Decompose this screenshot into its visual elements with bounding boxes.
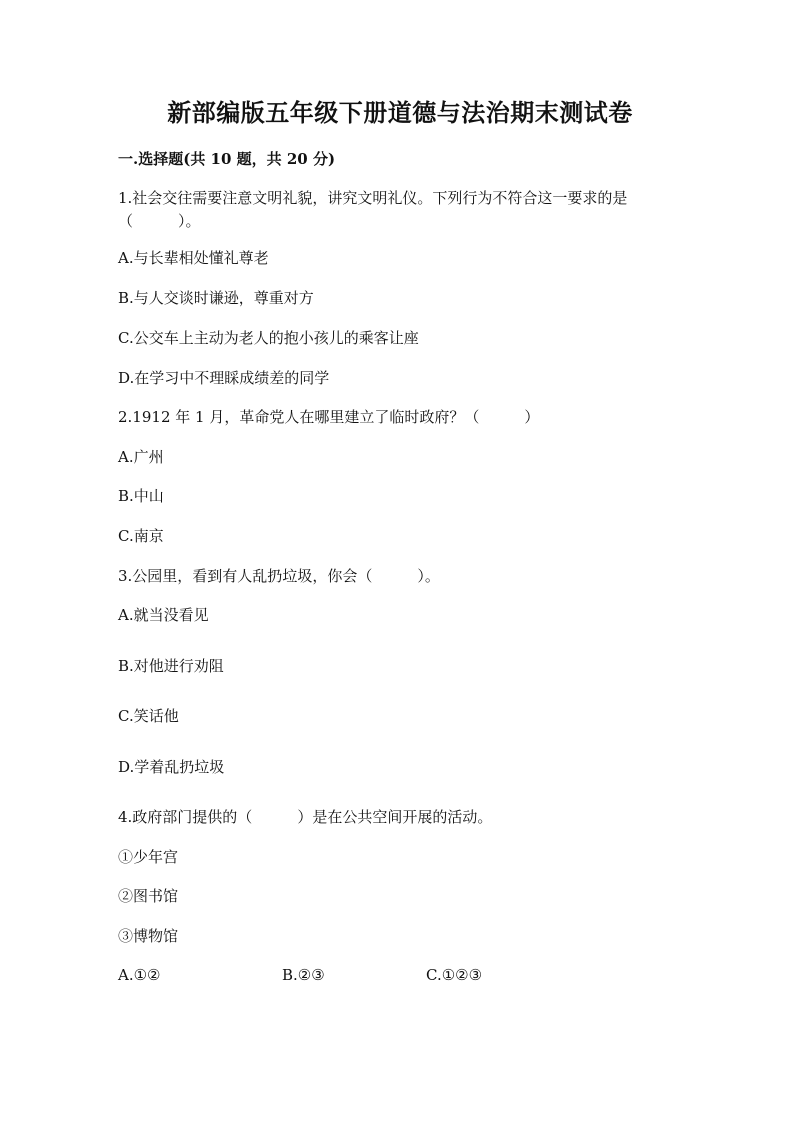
question-4-option-c: C.①②③ (426, 966, 483, 984)
page-title: 新部编版五年级下册道德与法治期末测试卷 (167, 98, 633, 127)
question-3-option-b: B.对他进行劝阻 (118, 657, 224, 675)
question-1-stem-continued: （ ）。 (118, 212, 201, 230)
question-2-option-c: C.南京 (118, 527, 164, 545)
question-1-option-c: C.公交车上主动为老人的抱小孩儿的乘客让座 (118, 329, 419, 347)
question-3-option-a: A.就当没看见 (118, 606, 209, 624)
question-2-option-b: B.中山 (118, 487, 164, 505)
question-4-option-a: A.①② (118, 966, 161, 984)
question-3-option-d: D.学着乱扔垃圾 (118, 758, 225, 776)
section-heading: 一.选择题(共 10 题，共 20 分) (118, 150, 336, 168)
question-1-option-d: D.在学习中不理睬成绩差的同学 (118, 369, 330, 387)
question-3-option-c: C.笑话他 (118, 707, 179, 725)
question-3-stem: 3.公园里，看到有人乱扔垃圾，你会（ ）。 (118, 567, 440, 585)
question-4-stem: 4.政府部门提供的（ ）是在公共空间开展的活动。 (118, 808, 493, 826)
question-2-stem: 2.1912 年 1 月，革命党人在哪里建立了临时政府？（ ） (118, 408, 540, 426)
question-1-option-a: A.与长辈相处懂礼尊老 (118, 249, 269, 267)
question-4-option-b: B.②③ (282, 966, 325, 984)
question-2-option-a: A.广州 (118, 448, 164, 466)
question-1-option-b: B.与人交谈时谦逊，尊重对方 (118, 289, 314, 307)
question-4-item-1: ①少年宫 (118, 848, 179, 866)
question-4-item-2: ②图书馆 (118, 887, 179, 905)
question-4-item-3: ③博物馆 (118, 927, 179, 945)
question-1-stem: 1.社会交往需要注意文明礼貌，讲究文明礼仪。下列行为不符合这一要求的是 (118, 189, 628, 207)
